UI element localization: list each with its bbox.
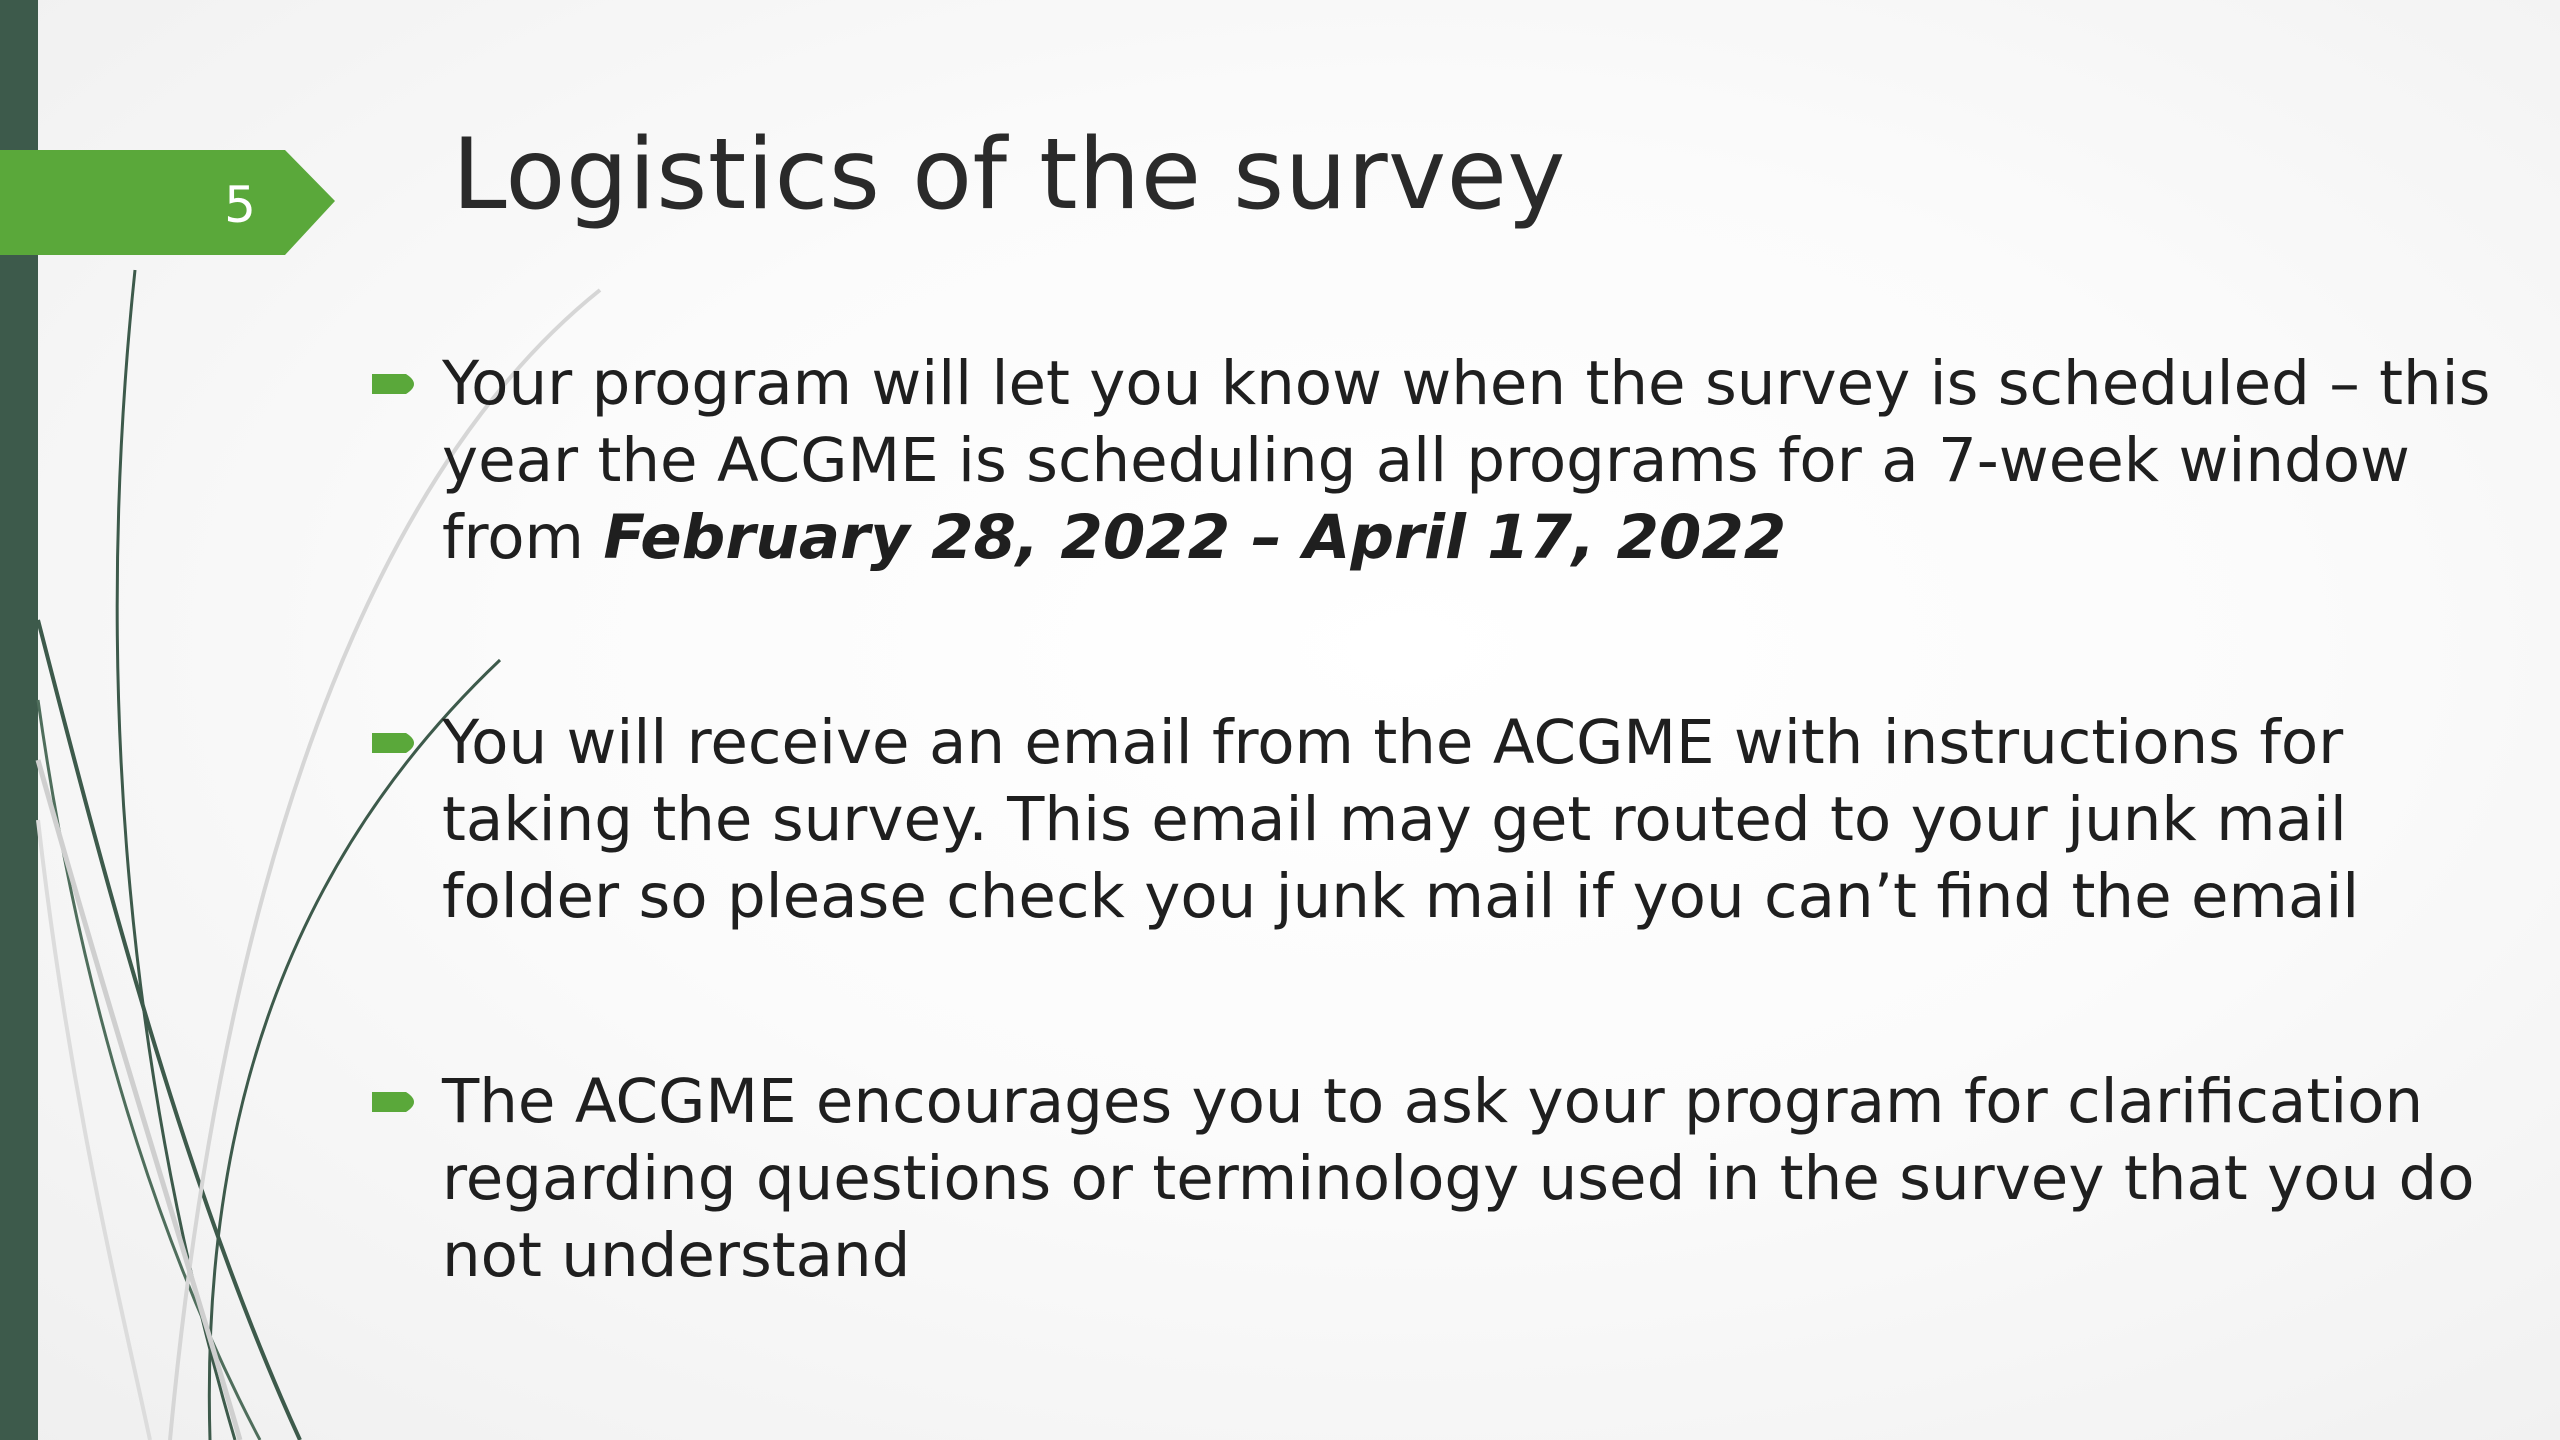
arrow-bullet-icon [372,728,422,758]
bullet-item-clarification [372,1063,2492,1294]
bullet-text: You will receive an email from the ACGME with instructions for taking the survey. This email may get routed to your junk mail folder so please check you junk mail if you can’t find the email [442,707,2360,932]
bullet-item-schedule [372,345,2492,576]
bullet-item-email [372,704,2492,935]
bullet-text: The ACGME encourages you to ask your program for clarification regarding questions or terminology used in the survey that you do not understand [442,1066,2475,1291]
slide-number-tab [0,0,340,1440]
arrow-bullet-icon [372,1087,422,1117]
arrow-bullet-icon [372,369,422,399]
slide-title: Logistics of the survey [452,118,1566,232]
bullet-list [372,345,2492,1422]
slide-number: 5 [224,176,256,234]
bullet-text: Your program will let you know when the survey is scheduled – this year the ACGME is scheduling all programs for a 7-week window from [442,348,2491,573]
bullet-emphasis-dates: February 28, 2022 – April 17, 2022 [603,502,1787,573]
